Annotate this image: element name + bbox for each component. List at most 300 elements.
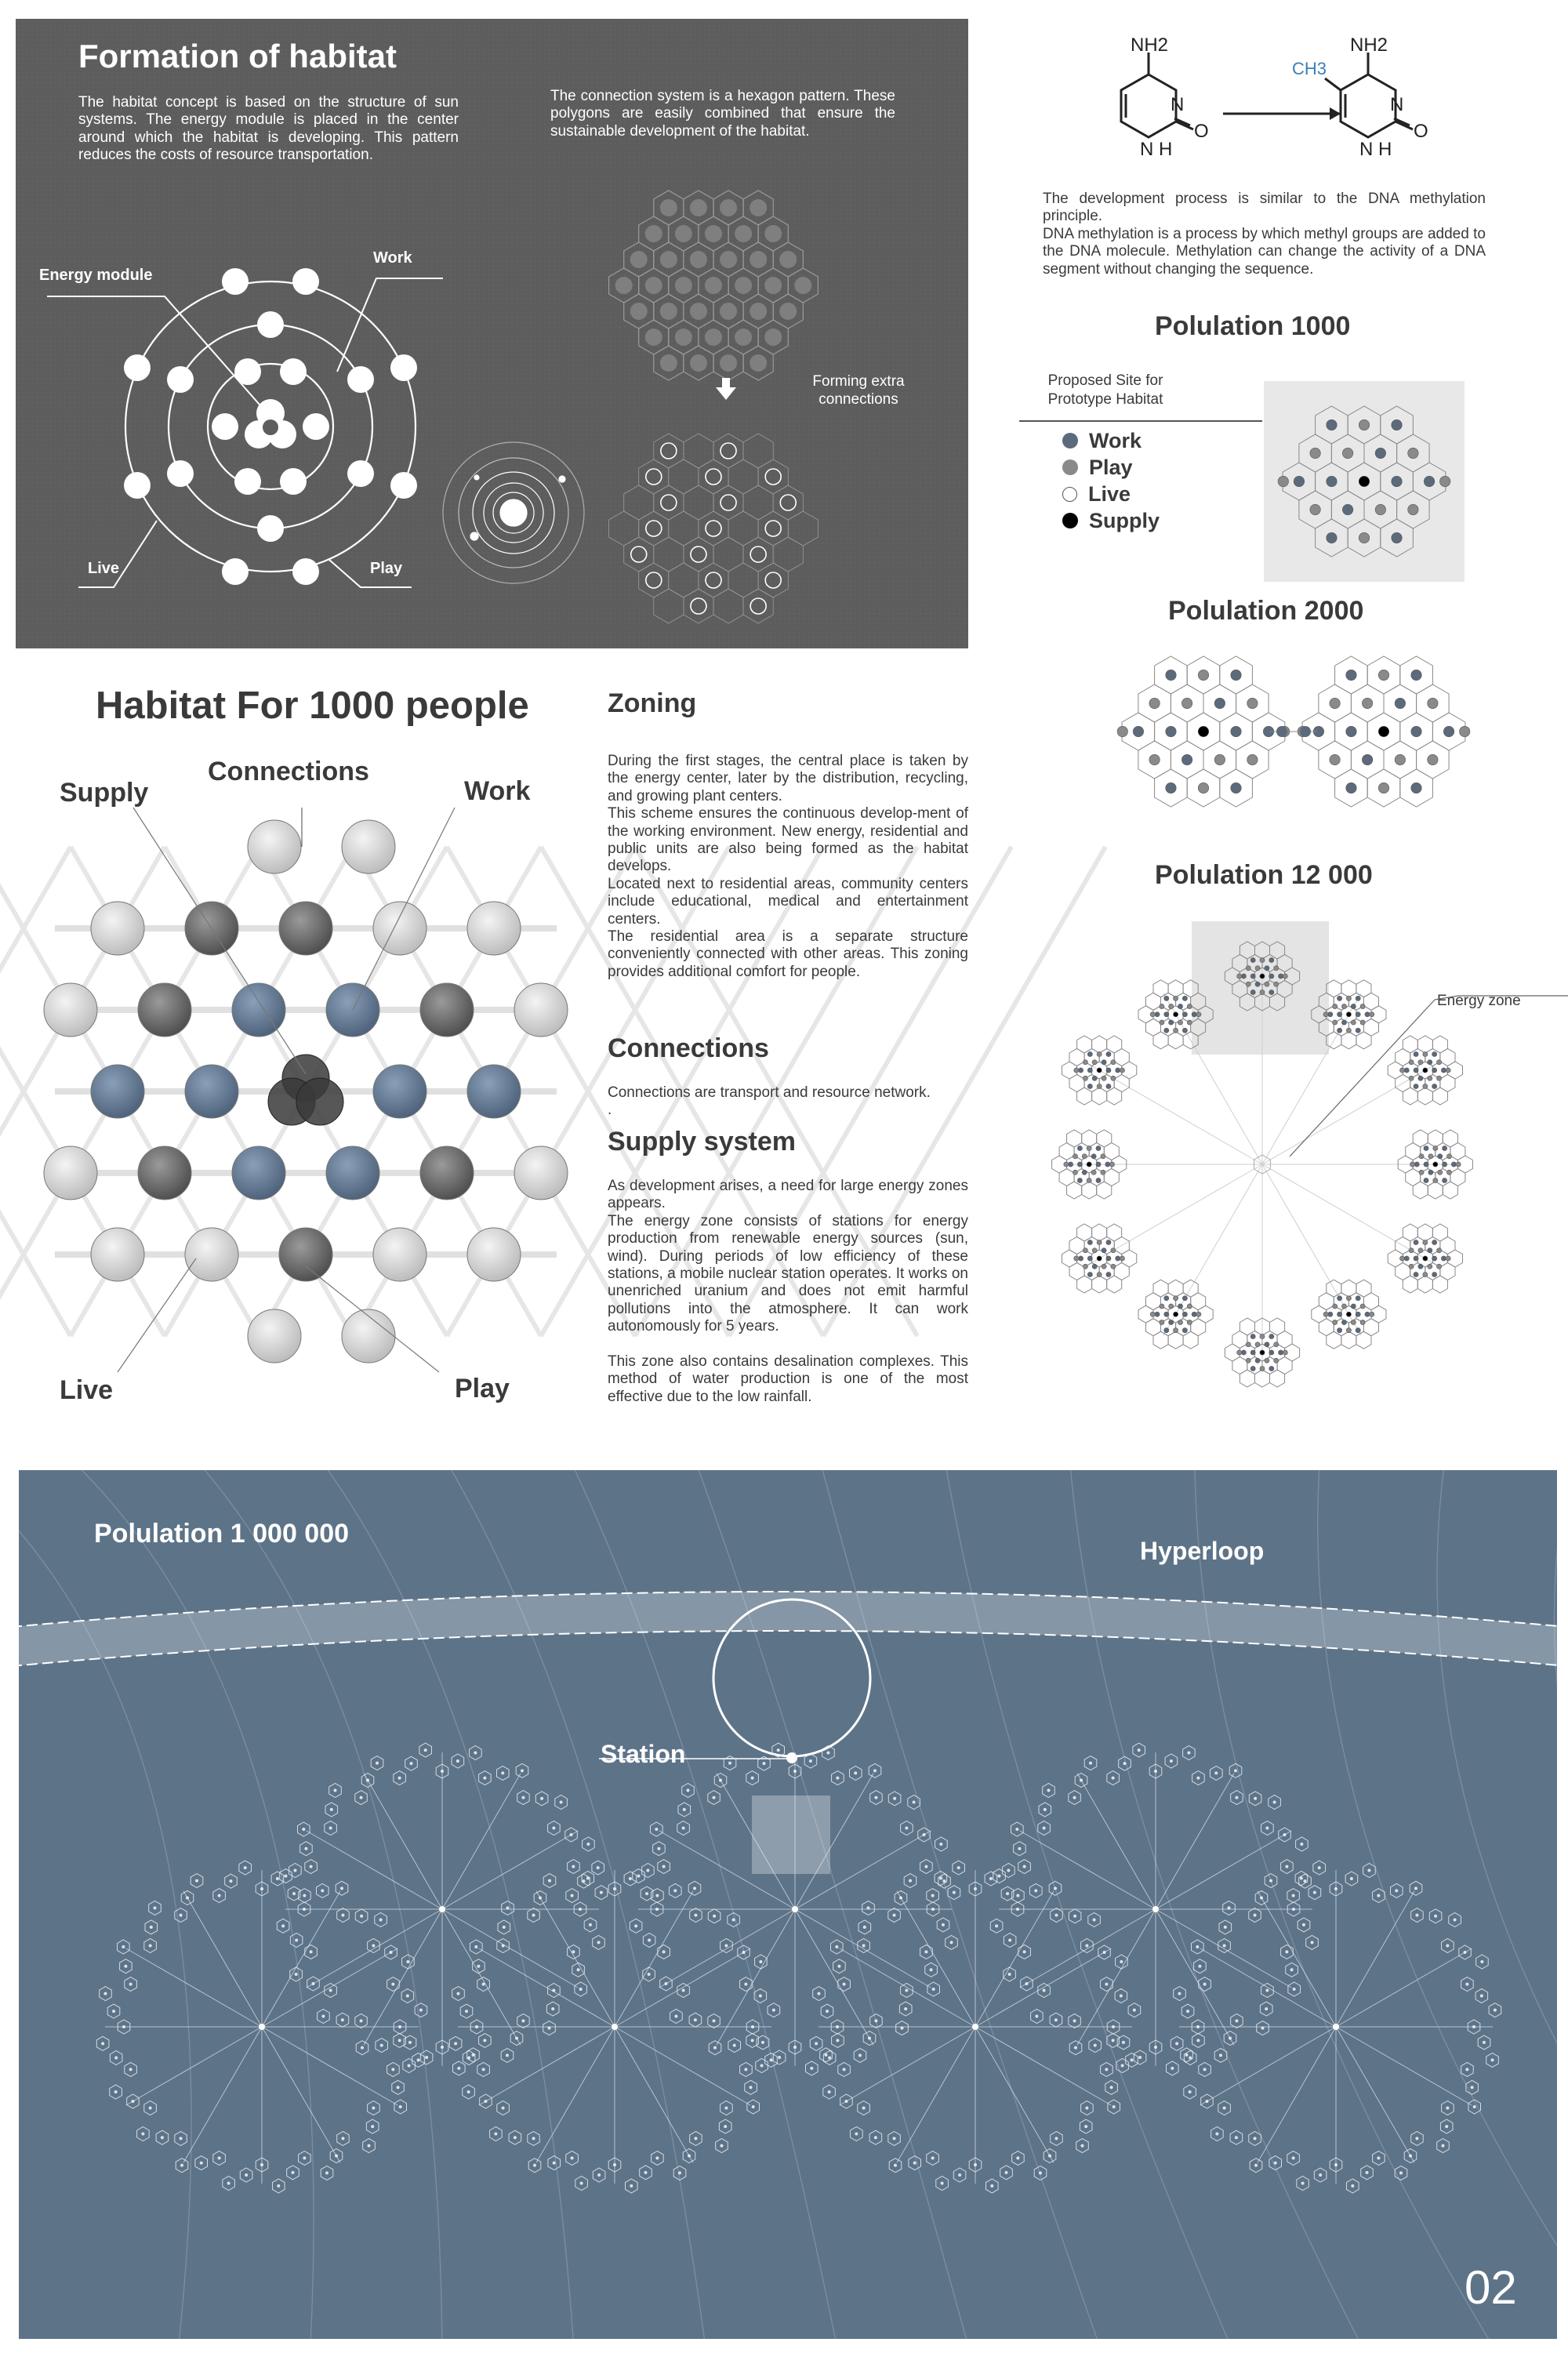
cluster-node xyxy=(1265,1342,1269,1347)
cluster-node xyxy=(1196,1312,1201,1316)
hex-node xyxy=(424,1748,427,1752)
hex-node xyxy=(1189,2057,1192,2060)
hex-node xyxy=(1203,1983,1207,1986)
cluster-node xyxy=(1117,726,1127,736)
hex-node xyxy=(330,1808,333,1811)
hex-node xyxy=(724,1944,728,1948)
hex-node xyxy=(281,1924,285,1927)
hex-cell xyxy=(1183,1331,1198,1349)
cluster-node xyxy=(1160,1304,1164,1309)
hex-cell xyxy=(1168,1032,1183,1049)
hex-node xyxy=(1048,2155,1051,2158)
legend-label-supply: Supply xyxy=(1089,508,1160,532)
hex-node xyxy=(579,1988,583,1991)
cluster-node xyxy=(1432,1068,1437,1073)
cluster-node xyxy=(1174,1312,1178,1316)
hex-node xyxy=(501,1771,504,1774)
cluster-node xyxy=(1338,1312,1342,1316)
hex-cell xyxy=(1092,1088,1107,1105)
cluster-node xyxy=(1120,1068,1124,1073)
hex-node xyxy=(390,1951,393,1954)
legend-item-supply xyxy=(1062,507,1160,534)
cluster-node xyxy=(1106,1068,1111,1073)
hex-node xyxy=(1350,1877,1353,1880)
hex-node xyxy=(1112,2025,1115,2028)
cluster-node xyxy=(1269,989,1274,994)
hex-node xyxy=(292,1892,296,1895)
cluster-node xyxy=(1155,1312,1160,1316)
hex-node xyxy=(874,2019,877,2022)
hex-node xyxy=(931,1908,935,1911)
hex-node xyxy=(761,2041,764,2044)
hex-node xyxy=(141,2133,144,2136)
hex-node xyxy=(648,1973,651,1976)
hex-node xyxy=(759,1960,762,1963)
cluster-node xyxy=(1276,726,1287,737)
hex-node xyxy=(764,329,782,346)
cluster-node xyxy=(1414,1272,1418,1276)
cluster-node xyxy=(1269,1366,1274,1371)
hex-node xyxy=(1301,2182,1305,2185)
cluster-node xyxy=(1260,1366,1265,1371)
hex-node xyxy=(1170,1759,1173,1763)
cluster-node xyxy=(1359,419,1369,430)
hex-node xyxy=(930,1968,933,1971)
hex-cell xyxy=(1255,1370,1270,1387)
hex-node xyxy=(836,2039,839,2042)
hex-node xyxy=(939,1843,942,1846)
hex-node xyxy=(1018,1847,1021,1850)
hex-node xyxy=(408,2041,412,2044)
cluster-node xyxy=(1436,1264,1441,1269)
cluster-node xyxy=(1260,989,1265,994)
hex-node xyxy=(1254,1914,1257,1917)
hex-node xyxy=(655,2156,659,2159)
cluster-node xyxy=(1166,783,1176,793)
cluster-node xyxy=(1323,1012,1328,1017)
hex-node xyxy=(1446,2106,1449,2109)
hex-node xyxy=(1224,1926,1227,1929)
cluster-node xyxy=(1375,504,1385,514)
cluster-node xyxy=(1338,1328,1342,1333)
dna-text: The development process is similar to the DNA methylation principle. DNA methylation is a process by which methyl groups are added to the DNA molecule. Methylation can change the activity of a DNA segment without changing the sequence. xyxy=(1043,191,1486,278)
cluster-node xyxy=(1250,974,1255,979)
cluster-node xyxy=(1328,1312,1333,1316)
hex-node xyxy=(899,1896,902,1899)
hex-node xyxy=(705,225,722,242)
hex-node xyxy=(779,251,797,268)
hex-node xyxy=(1283,1833,1287,1836)
hex-node xyxy=(942,1923,945,1926)
cluster-node xyxy=(1411,783,1421,793)
hex-node xyxy=(932,1988,935,1991)
hex-node xyxy=(548,1879,551,1883)
habitat-sphere xyxy=(373,1228,426,1281)
hex-node xyxy=(958,2173,961,2177)
cluster-node xyxy=(1174,1296,1178,1301)
hex-cell xyxy=(1092,1276,1107,1293)
hex-node xyxy=(321,1889,324,1892)
habitat-sphere xyxy=(467,1228,521,1281)
hex-node xyxy=(1008,1939,1011,1942)
radial-line xyxy=(364,1909,442,2045)
cluster-node xyxy=(1087,1051,1092,1056)
cluster-node xyxy=(1246,1342,1250,1347)
hex-node xyxy=(277,2184,280,2188)
cluster-node xyxy=(1087,1240,1092,1244)
cluster-node xyxy=(1255,982,1260,986)
hex-node xyxy=(482,2068,485,2071)
dna-ch3: CH3 xyxy=(1292,59,1327,78)
cluster-node xyxy=(1073,1154,1077,1159)
hex-node xyxy=(1254,1797,1257,1800)
cluster-node xyxy=(1182,1296,1187,1301)
habitat-label-live: Live xyxy=(60,1375,114,1405)
cluster-node xyxy=(1294,476,1304,486)
habitat-sphere xyxy=(44,983,97,1037)
hub-node xyxy=(1152,1906,1159,1912)
hex-node xyxy=(705,277,722,294)
cluster-node xyxy=(1182,1312,1187,1316)
cluster-node xyxy=(1327,476,1337,486)
hex-node xyxy=(579,1908,582,1911)
hex-cell xyxy=(758,511,788,546)
cluster-node xyxy=(1074,1068,1079,1073)
million-map xyxy=(19,1470,1557,2339)
supply-text: As development arises, a need for large energy zones appears. The energy zone consists of stations for energy production from renewable energy sources (sun, wind). During periods of low efficiency of these stations, a mobile nuclear station operates. It works on unenriched uranium and does not emit harmful pollutions into the atmosphere. It can work autonomously for 5 years. This zone also contains desalination complexes. This method of water production is one of the most effective due to the low rainfall. xyxy=(608,1178,968,1405)
hex-node xyxy=(475,2025,478,2028)
cluster-node xyxy=(1414,1051,1418,1056)
cluster-node xyxy=(1169,1304,1174,1309)
radial-line xyxy=(262,2027,340,2162)
radial-line xyxy=(1077,1909,1156,2045)
hex-node xyxy=(1005,2171,1008,2174)
habitat-sphere xyxy=(232,983,285,1037)
cluster-node xyxy=(1087,1146,1091,1150)
cluster-node xyxy=(1423,1084,1428,1088)
hex-node xyxy=(706,469,721,485)
habitat-sphere xyxy=(138,1146,191,1200)
dna-nh2-right: NH2 xyxy=(1350,34,1388,56)
habitat-sphere xyxy=(373,902,426,955)
hex-node xyxy=(713,1915,716,1918)
cluster-node xyxy=(1333,1320,1338,1324)
hex-node xyxy=(750,199,767,216)
cluster-node xyxy=(1423,1240,1428,1244)
hex-node xyxy=(1292,1894,1295,1897)
hex-node xyxy=(1366,2171,1369,2174)
hex-node xyxy=(720,495,736,510)
cluster-node xyxy=(1169,1020,1174,1025)
cluster-node xyxy=(1214,754,1225,764)
hex-node xyxy=(913,1800,916,1803)
radial-line xyxy=(536,2027,615,2162)
hex-node xyxy=(1293,1988,1296,1991)
hex-node xyxy=(1415,1914,1418,1917)
cluster-node xyxy=(1346,1328,1351,1333)
cluster-node xyxy=(1091,1154,1096,1159)
habitat-label-supply: Supply xyxy=(60,778,149,808)
cluster-node xyxy=(1395,698,1405,708)
radial-line xyxy=(1258,1891,1336,2027)
hex-node xyxy=(1171,2067,1174,2070)
contour-line xyxy=(1195,1470,1508,2339)
hex-node xyxy=(905,1827,908,1830)
hex-node xyxy=(690,354,707,372)
radial-line xyxy=(795,1909,873,2045)
label-work: Work xyxy=(373,249,412,267)
cluster-node xyxy=(1106,1084,1111,1088)
habitat-dot xyxy=(257,311,284,338)
hex-node xyxy=(371,2125,374,2128)
cluster-node xyxy=(1409,1060,1414,1065)
habitat-label-connections: Connections xyxy=(208,757,369,786)
cluster-node xyxy=(1069,1162,1073,1167)
hex-node xyxy=(694,2018,697,2021)
hex-node xyxy=(893,1914,896,1917)
hex-node xyxy=(1085,2106,1088,2109)
hex-node xyxy=(1154,2046,1157,2049)
habitat-dot xyxy=(390,472,417,499)
hexagon-pattern xyxy=(609,191,818,380)
hex-cell xyxy=(699,563,728,597)
habitat-dot xyxy=(222,558,249,585)
hex-node xyxy=(664,1982,667,1985)
hex-node xyxy=(778,2056,781,2059)
cluster-node xyxy=(1078,1068,1083,1073)
cluster-node xyxy=(1160,1320,1164,1324)
hex-node xyxy=(391,1983,394,1986)
hex-node xyxy=(931,1894,935,1897)
hex-node xyxy=(1196,2039,1200,2042)
cluster-node xyxy=(1102,1248,1106,1253)
hex-node xyxy=(1154,1770,1157,1773)
habitat-dot xyxy=(124,354,151,381)
hex-node xyxy=(329,1827,332,1830)
cluster-node xyxy=(1111,1248,1116,1253)
cluster-node xyxy=(1260,957,1265,962)
hex-node xyxy=(826,2010,829,2013)
solar-system-icon xyxy=(443,442,584,583)
hex-cell xyxy=(758,459,788,494)
cluster-node xyxy=(1187,1304,1192,1309)
cluster-node xyxy=(1092,1076,1097,1080)
cluster-node xyxy=(1091,1170,1096,1175)
hex-cell xyxy=(1270,1370,1285,1387)
hex-node xyxy=(1334,1887,1338,1890)
cluster-node xyxy=(1341,1004,1346,1008)
hex-node xyxy=(180,1914,183,1917)
hex-node xyxy=(1367,1868,1370,1872)
cluster-node xyxy=(1433,1178,1438,1182)
legend-label-live: Live xyxy=(1088,481,1131,506)
cluster-node xyxy=(1392,532,1402,543)
radial-line xyxy=(1262,1066,1433,1164)
hex-node xyxy=(474,1945,477,1948)
hex-node xyxy=(1265,1827,1269,1830)
hex-node xyxy=(655,1828,658,1831)
cluster-node xyxy=(1456,1162,1461,1167)
habitat-sphere xyxy=(467,902,521,955)
cluster-node xyxy=(1438,1170,1443,1175)
cluster-node xyxy=(1260,974,1265,979)
cluster-node xyxy=(1300,726,1311,737)
hex-node xyxy=(1351,2184,1354,2188)
hex-node xyxy=(909,1879,912,1883)
hex-node xyxy=(843,1983,846,1986)
hex-node xyxy=(1313,1891,1316,1894)
habitat-sphere xyxy=(342,1309,395,1363)
hex-node xyxy=(713,2046,717,2050)
hex-node xyxy=(1073,1915,1076,1918)
cluster-node xyxy=(1346,726,1356,736)
cluster-node xyxy=(1269,1350,1274,1355)
hex-node xyxy=(548,2027,551,2030)
radial-line xyxy=(183,2027,262,2162)
cluster-node xyxy=(1169,1004,1174,1008)
cluster-node xyxy=(1106,1272,1111,1276)
cluster-node xyxy=(1443,1178,1447,1182)
hex-node xyxy=(1292,1908,1295,1911)
hex-node xyxy=(1395,1889,1398,1892)
hex-node xyxy=(720,443,736,459)
cluster-node xyxy=(1250,1334,1255,1338)
hex-node xyxy=(1121,2064,1124,2068)
cluster-node xyxy=(1362,698,1372,708)
hex-node xyxy=(1442,2144,1445,2148)
cluster-node xyxy=(1404,1068,1409,1073)
radial-line xyxy=(1020,1831,1156,1909)
hex-cell xyxy=(1417,1276,1432,1293)
cluster-node xyxy=(1160,1020,1164,1025)
hex-node xyxy=(1446,1944,1449,1948)
cluster-node xyxy=(1116,1068,1120,1073)
cluster-node xyxy=(1150,1312,1155,1316)
hex-node xyxy=(690,251,707,268)
cluster-node xyxy=(1351,1004,1356,1008)
hex-node xyxy=(589,1923,592,1926)
hex-node xyxy=(1415,2137,1418,2140)
cluster-node xyxy=(1246,966,1250,971)
cluster-node xyxy=(1241,1350,1246,1355)
hex-cell xyxy=(713,434,743,468)
hex-node xyxy=(686,1788,689,1792)
pop12000-ring xyxy=(1019,921,1505,1392)
cluster-node xyxy=(1338,1012,1342,1017)
hex-node xyxy=(675,225,692,242)
cluster-node xyxy=(1408,448,1418,458)
cluster-node xyxy=(1432,1084,1437,1088)
hex-node xyxy=(728,1762,731,1765)
hex-node xyxy=(1023,1950,1026,1953)
habitat-sphere xyxy=(420,1146,474,1200)
label-play: Play xyxy=(370,560,403,577)
hex-node xyxy=(302,1828,305,1831)
hex-node xyxy=(244,1866,247,1869)
radial-line xyxy=(126,2027,262,2105)
cluster-node xyxy=(1097,1240,1102,1244)
radial-line xyxy=(717,1909,795,2045)
habitat-sphere xyxy=(185,1065,238,1118)
hex-node xyxy=(720,2144,724,2148)
hex-node xyxy=(304,1847,307,1850)
hex-node xyxy=(1494,2009,1497,2012)
hex-node xyxy=(577,1968,580,1971)
cluster-node xyxy=(1346,783,1356,793)
habitat-dot xyxy=(124,472,151,499)
hex-node xyxy=(858,2053,862,2057)
radial-line xyxy=(975,2027,1054,2162)
cluster-node xyxy=(1120,1256,1124,1261)
cluster-node xyxy=(1370,1012,1374,1017)
dna-nh2-left: NH2 xyxy=(1131,34,1169,56)
hex-node xyxy=(1303,1879,1306,1883)
hex-node xyxy=(750,303,767,320)
hex-node xyxy=(1409,2155,1412,2158)
hex-node xyxy=(398,2025,401,2028)
hex-node xyxy=(1471,2086,1474,2089)
habitat-label-work: Work xyxy=(464,776,531,806)
cluster-node xyxy=(1096,1162,1101,1167)
cluster-node xyxy=(1338,1028,1342,1033)
hex-node xyxy=(644,2171,648,2174)
hex-node xyxy=(417,2058,420,2061)
habitat-dot xyxy=(303,413,329,440)
hex-node xyxy=(923,1833,926,1836)
hex-node xyxy=(713,1796,716,1799)
hex-node xyxy=(552,1827,555,1830)
hex-node xyxy=(372,1944,375,1948)
hex-node xyxy=(150,1926,153,1929)
site-underline xyxy=(1019,420,1262,422)
hex-node xyxy=(762,1762,765,1765)
cluster-node xyxy=(1164,1312,1169,1316)
cluster-node xyxy=(1133,726,1143,736)
cluster-node xyxy=(1150,1012,1155,1017)
hex-node xyxy=(1223,1944,1226,1948)
hex-node xyxy=(1138,2056,1142,2059)
hex-node xyxy=(310,1950,313,1953)
energy-zone-leader xyxy=(1435,996,1568,1000)
hex-node xyxy=(1377,1894,1380,1897)
hex-node xyxy=(1105,2068,1108,2071)
habitat-sphere xyxy=(138,983,191,1037)
hex-node xyxy=(815,2042,818,2045)
hex-node xyxy=(817,1992,820,1995)
cluster-node xyxy=(1116,1256,1120,1261)
hex-node xyxy=(1414,1886,1417,1890)
hex-node xyxy=(502,2106,505,2109)
hex-node xyxy=(409,1762,412,1765)
hex-node xyxy=(521,1769,524,1772)
hex-node xyxy=(1483,2041,1486,2044)
cluster-node xyxy=(1441,1256,1446,1261)
cluster-node xyxy=(1196,1012,1201,1017)
legend-swatch-supply xyxy=(1062,513,1078,528)
habitat-sphere xyxy=(279,1228,332,1281)
cluster-node xyxy=(1187,1320,1192,1324)
hex-node xyxy=(1480,1960,1483,1963)
habitat-sphere xyxy=(514,1146,568,1200)
hex-node xyxy=(1016,1908,1019,1911)
hex-node xyxy=(630,251,648,268)
cluster-node xyxy=(1164,1012,1169,1017)
cluster-node xyxy=(1409,1248,1414,1253)
hex-node xyxy=(1047,1788,1050,1792)
hex-node xyxy=(1465,1983,1468,1986)
hex-node xyxy=(1196,1945,1199,1948)
hex-node xyxy=(1229,2037,1232,2040)
